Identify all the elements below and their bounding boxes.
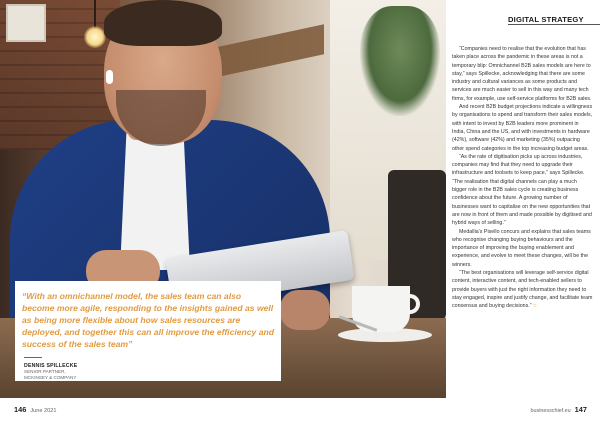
body-paragraph-4: Medallia’s Pisello concurs and explains that sales teams who recognise changing buying behaviours and the importance of improving the buying enablement and experience, and evolve to meet these changes, will be the winners.: [452, 228, 591, 268]
issue-date: June 2021: [30, 408, 57, 414]
footer-left: [14, 405, 56, 414]
lamp-cord: [94, 0, 96, 28]
section-rule: [508, 24, 600, 25]
article-body: [452, 45, 593, 311]
quote-attribution-role-1: SENIOR PARTNER,: [24, 369, 66, 374]
body-paragraph-1: “Companies need to realise that the evolution that has taken place across the pandemic in these areas is not a temporary blip: Omnichannel B2B sales models are here to stay,” says Spillecke, acknowledging that there are some industry and cultural variances as some products and services are much easier to sell in this way and many tech firms, for example, use self-service platforms for B2B sales.: [452, 46, 592, 102]
body-paragraph-5-text: “The best organisations will leverage self-service digital content, interactive content, and tech-enabled sellers to provide buyers with just the right information they need to stay engaged, inspire and justify change, and facilitate team consensus and buying decisions.”: [452, 270, 593, 310]
quote-attribution-role-2: MCKINSEY & COMPANY: [24, 375, 77, 380]
pull-quote-box: [15, 281, 281, 381]
man-hand-right: [280, 290, 330, 330]
body-paragraph-3: “As the rate of digitisation picks up across industries, companies may find that they need to upgrade their infrastructure and toolsets to keep pace,” says Spillecke. “The realisation that digital channels can play a much bigger role in the B2B sales cycle is creating business confidence about the future. A growing number of businesses want to capitalise on the new opportunities that are now in front of them and made possible by digitised and hybrid ways of selling.”: [452, 153, 592, 227]
site-name: businesschief.eu: [530, 408, 571, 414]
section-label: DIGITAL STRATEGY: [508, 15, 584, 24]
man-hair: [104, 0, 222, 46]
footer-right: [531, 405, 588, 414]
body-paragraph-2: And recent B2B budget projections indicate a willingness by organisations to spend and transform their sales models, with intent to invest by B2B leaders more prominent in India, China and the US, and with investments in hardware (42%), software (42%) and marketing (35%) outpacing other spend categories in the top increasing budget areas.: [452, 104, 593, 152]
body-paragraph-5: [452, 269, 593, 310]
end-mark-icon: ○: [533, 303, 537, 310]
earbud: [106, 70, 113, 84]
page-number-right: 147: [574, 405, 587, 414]
quote-attribution-name: DENNIS SPILLECKE: [24, 363, 78, 369]
plant: [360, 6, 440, 116]
pull-quote-text: “With an omnichannel model, the sales team can also become more agile, responding to the insights gained as well as being more flexible about how sales resources are deployed, and together this can all improve the efficiency and success of the sales team”: [22, 291, 274, 349]
wall-shelf: [214, 24, 324, 77]
wall-frame: [6, 4, 46, 42]
pendant-lamp: [84, 26, 106, 48]
quote-divider: [24, 357, 42, 358]
page-number-left: 146: [14, 405, 27, 414]
